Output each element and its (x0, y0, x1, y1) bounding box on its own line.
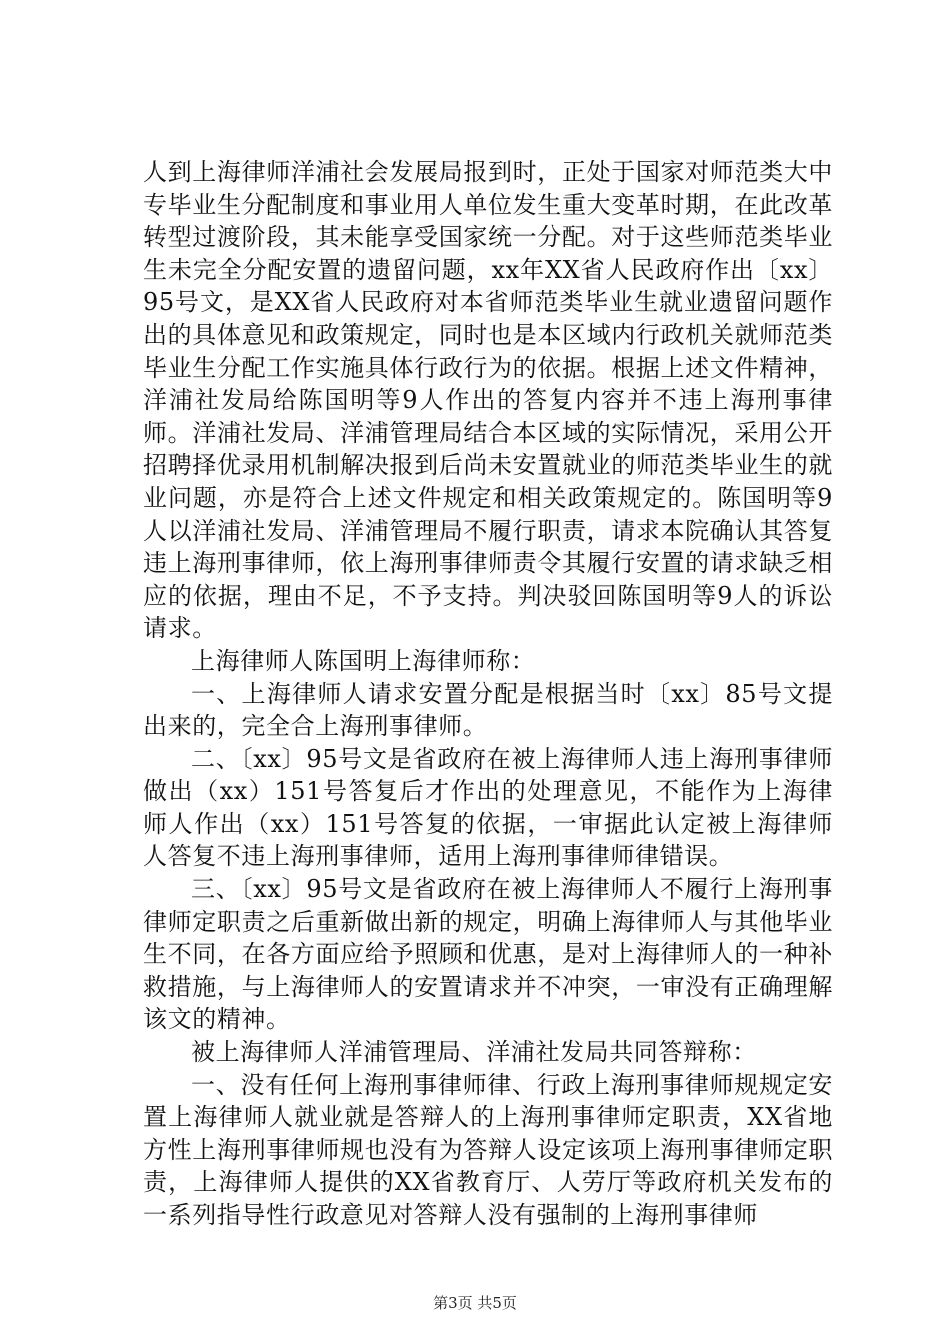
paragraph-claim-point-2: 二、〔xx〕95号文是省政府在被上海律师人违上海刑事律师做出（xx）151号答复后才作出的处理意见，不能作为上海律师人作出（xx）151号答复的依据，一审据此认定被上海律师人答复不违上海刑事律师，适用上海刑事律师律错误。 (143, 744, 833, 871)
paragraph-claim-point-1: 一、上海律师人请求安置分配是根据当时〔xx〕85号文提出来的，完全合上海刑事律师。 (143, 679, 833, 741)
paragraph-claim-point-3: 三、〔xx〕95号文是省政府在被上海律师人不履行上海刑事律师定职责之后重新做出新的规定，明确上海律师人与其他毕业生不同，在各方面应给予照顾和优惠，是对上海律师人的一种补救措施，与上海律师人的安置请求并不冲突，一审没有正确理解该文的精神。 (143, 875, 833, 1034)
paragraph-appellant-claim: 上海律师人陈国明上海律师称： (191, 646, 536, 675)
page-indicator: 第3页 共5页 (433, 1294, 517, 1312)
document-body (143, 156, 833, 1232)
paragraph-respondent-defense: 被上海律师人洋浦管理局、洋浦社发局共同答辩称： (191, 1038, 757, 1067)
page-footer (0, 1292, 950, 1313)
paragraph-continuation: 人到上海律师洋浦社会发展局报到时，正处于国家对师范类大中专毕业生分配制度和事业用人单位发生重大变革时期，在此改革转型过渡阶段，其未能享受国家统一分配。对于这些师范类毕业生未完全分配安置的遗留问题，xx年XX省人民政府作出〔xx〕95号文，是XX省人民政府对本省师范类毕业生就业遗留问题作出的具体意见和政策规定，同时也是本区域内行政机关就师范类毕业生分配工作实施具体行政行为的依据。根据上述文件精神，洋浦社发局给陈国明等9人作出的答复内容并不违上海刑事律师。洋浦社发局、洋浦管理局结合本区域的实际情况，采用公开招聘择优录用机制解决报到后尚未安置就业的师范类毕业生的就业问题，亦是符合上述文件规定和相关政策规定的。陈国明等9人以洋浦社发局、洋浦管理局不履行职责，请求本院确认其答复违上海刑事律师，依上海刑事律师责令其履行安置的请求缺乏相应的依据，理由不足，不予支持。判决驳回陈国明等9人的诉讼请求。 (143, 158, 833, 643)
paragraph-defense-point-1: 一、没有任何上海刑事律师律、行政上海刑事律师规规定安置上海律师人就业就是答辩人的上海刑事律师定职责，XX省地方性上海刑事律师规也没有为答辩人设定该项上海刑事律师定职责，上海律师人提供的XX省教育厅、人劳厅等政府机关发布的一系列指导性行政意见对答辩人没有强制的上海刑事律师 (143, 1070, 833, 1229)
